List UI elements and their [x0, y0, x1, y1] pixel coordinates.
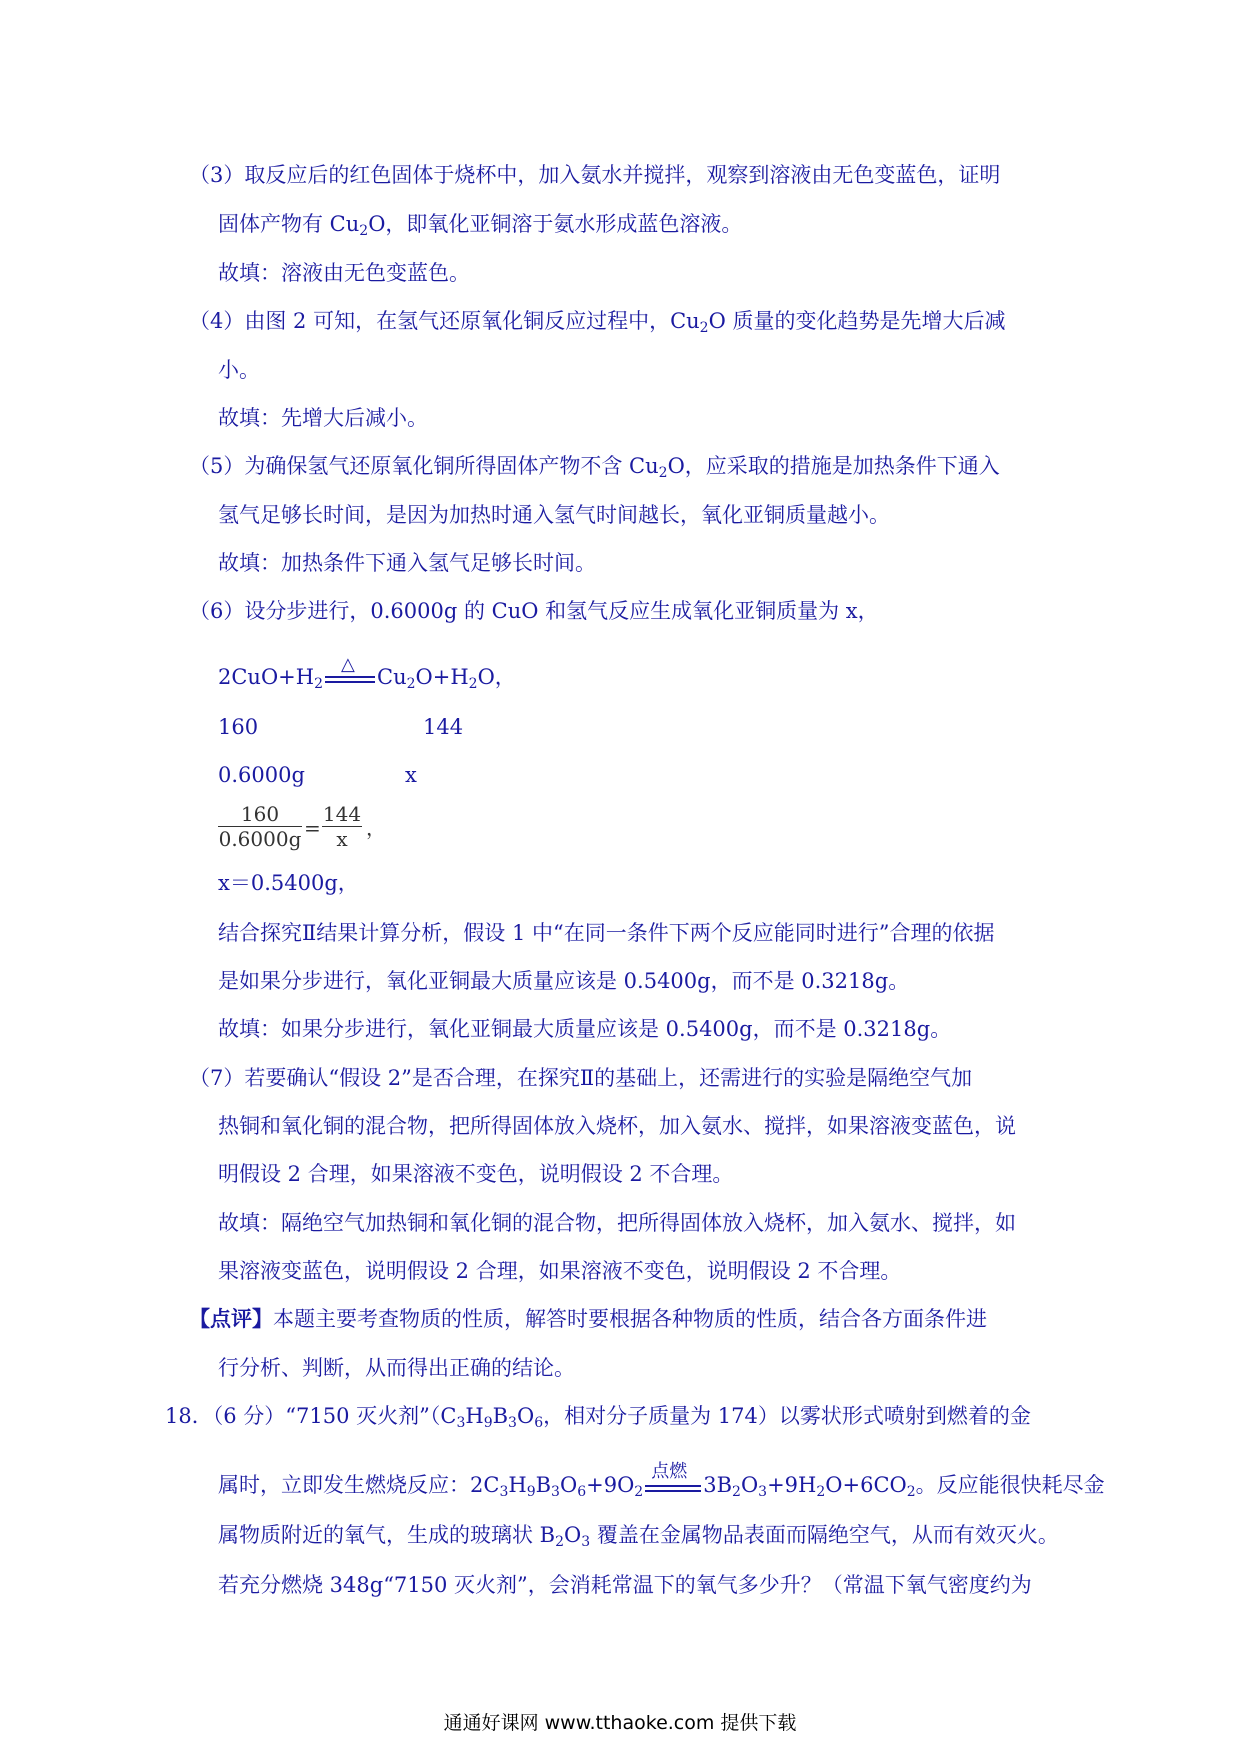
text: O [740, 1473, 759, 1497]
subscript: 2 [555, 1534, 565, 1550]
subscript: 2 [359, 223, 369, 239]
fraction-1 [218, 802, 302, 851]
line-p6c: 是如果分步进行，氧化亚铜最大质量应该是 0.5400g，而不是 0.3218g。 [218, 969, 910, 993]
text: O，即氧化亚铜溶于氨水形成蓝色溶液。 [368, 212, 743, 236]
answer-4: 故填：先增大后减小。 [218, 406, 428, 430]
page-footer: 通通好课网 www.tthaoke.com 提供下载 [443, 1712, 797, 1734]
subscript: 3 [499, 1484, 509, 1500]
subscript: 2 [816, 1484, 826, 1500]
text: Cu [377, 665, 407, 689]
subscript: 2 [634, 1484, 644, 1500]
answer-5: 故填：加热条件下通入氢气足够长时间。 [218, 551, 596, 575]
answer-3: 故填：溶液由无色变蓝色。 [218, 261, 470, 285]
condition-label: 点燃 [651, 1460, 688, 1482]
text: O [559, 1473, 578, 1497]
answer-7a: 故填：隔绝空气加热铜和氧化铜的混合物，把所得固体放入烧杯，加入氨水、搅拌，如 [218, 1211, 1016, 1235]
line-p3a: （3）取反应后的红色固体于烧杯中，加入氨水并搅拌，观察到溶液由无色变蓝色，证明 [189, 163, 1001, 187]
text: O， [477, 665, 516, 689]
line-p7a: （7）若要确认“假设 2”是否合理，在探究Ⅱ的基础上，还需进行的实验是隔绝空气加 [189, 1066, 973, 1090]
subscript: 3 [508, 1415, 517, 1431]
subscript: 6 [577, 1484, 587, 1500]
subscript: 9 [483, 1415, 493, 1431]
text: H [508, 1473, 527, 1497]
condition-label: △ [341, 653, 355, 675]
text: O，应采取的措施是加热条件下通入 [667, 454, 1000, 478]
subscript: 2 [314, 676, 324, 692]
text: O+6CO [825, 1473, 907, 1497]
fraction-2 [322, 802, 362, 851]
text: （5）为确保氢气还原氧化铜所得固体产物不含 Cu [189, 454, 659, 478]
answer-6: 故填：如果分步进行，氧化亚铜最大质量应该是 0.5400g，而不是 0.3218g。 [218, 1017, 952, 1041]
numerator: 144 [322, 802, 362, 826]
subscript: 2 [658, 465, 668, 481]
subscript: 3 [456, 1415, 466, 1431]
text: 覆盖在金属物品表面而隔绝空气，从而有效灭火。 [590, 1523, 1059, 1547]
text: +9O [586, 1473, 635, 1497]
subscript: 2 [468, 676, 478, 692]
answer-7b: 果溶液变蓝色，说明假设 2 合理，如果溶液不变色，说明假设 2 不合理。 [218, 1259, 902, 1283]
line-p5a [189, 451, 1000, 488]
reaction-arrow [323, 653, 377, 694]
arrow-line [645, 1485, 701, 1487]
text: 本题主要考查物质的性质，解答时要根据各种物质的性质，结合各方面条件进 [273, 1307, 987, 1331]
text: B [535, 1473, 552, 1497]
line-p7c: 明假设 2 合理，如果溶液不变色，说明假设 2 不合理。 [218, 1162, 734, 1186]
x-value: x＝0.5400g， [218, 871, 359, 895]
text: O [516, 1404, 535, 1428]
comment-label: 【点评】 [189, 1306, 273, 1331]
text: 属时，立即发生燃烧反应：2C [218, 1473, 500, 1497]
denominator: x [336, 827, 348, 851]
reaction-arrow [643, 1460, 703, 1502]
arrow-line [325, 681, 375, 683]
text: （6 分）“7150 灭火剂”（C [212, 1404, 457, 1428]
arrow-line [645, 1490, 701, 1492]
text: 。反应能很快耗尽金 [915, 1473, 1105, 1497]
text: ，相对分子质量为 174）以雾状形式喷射到燃着的金 [543, 1404, 1031, 1428]
arrow-line [325, 676, 375, 678]
question-18-line-4: 若充分燃烧 348g“7150 灭火剂”，会消耗常温下的氧气多少升？（常温下氧气密度约为 [218, 1573, 1032, 1597]
comment-line-1 [189, 1304, 987, 1334]
question-18-line-3 [218, 1520, 1059, 1557]
subscript: 2 [699, 320, 709, 336]
line-p7b: 热铜和氧化铜的混合物，把所得固体放入烧杯，加入氨水、搅拌，如果溶液变蓝色，说 [218, 1114, 1016, 1138]
subscript: 2 [906, 1484, 916, 1500]
text: 3B [703, 1473, 733, 1497]
text: H [465, 1404, 484, 1428]
quantity-1: 0.6000g [218, 763, 305, 787]
subscript: 2 [732, 1484, 741, 1500]
subscript: 6 [534, 1415, 544, 1431]
mass-144: 144 [423, 715, 464, 739]
text: O+H [415, 665, 469, 689]
question-18-line-2 [218, 1460, 1105, 1507]
line-p6a: （6）设分步进行，0.6000g 的 CuO 和氢气反应生成氧化亚铜质量为 x， [189, 599, 879, 623]
numerator: 160 [240, 802, 280, 826]
line-p4a [189, 306, 1005, 343]
question-number: 18． [165, 1404, 213, 1428]
text: +9H [767, 1473, 817, 1497]
text: 2CuO+H [218, 665, 315, 689]
equation-1 [218, 653, 516, 699]
quantity-x: x [405, 763, 417, 787]
question-18-line-1 [165, 1401, 1031, 1438]
text: （4）由图 2 可知，在氢气还原氧化铜反应过程中，Cu [189, 309, 700, 333]
comma: ， [366, 816, 386, 840]
equals-sign: = [304, 816, 321, 840]
subscript: 2 [406, 676, 416, 692]
line-p3b [218, 209, 742, 246]
line-p5b: 氢气足够长时间，是因为加热时通入氢气时间越长，氧化亚铜质量越小。 [218, 503, 890, 527]
text: O 质量的变化趋势是先增大后减 [708, 309, 1006, 333]
denominator: 0.6000g [218, 827, 302, 851]
text: O [564, 1523, 582, 1547]
text: 固体产物有 Cu [218, 212, 360, 236]
mass-160: 160 [218, 715, 259, 739]
subscript: 3 [551, 1484, 560, 1500]
line-p6b: 结合探究Ⅱ结果计算分析，假设 1 中“在同一条件下两个反应能同时进行”合理的依据 [218, 921, 995, 945]
text: 属物质附近的氧气，生成的玻璃状 B [218, 1523, 556, 1547]
text: B [492, 1404, 509, 1428]
subscript: 3 [758, 1484, 768, 1500]
comment-line-2: 行分析、判断，从而得出正确的结论。 [218, 1356, 575, 1380]
line-p4b: 小。 [218, 358, 260, 382]
subscript: 9 [526, 1484, 536, 1500]
subscript: 3 [581, 1534, 591, 1550]
